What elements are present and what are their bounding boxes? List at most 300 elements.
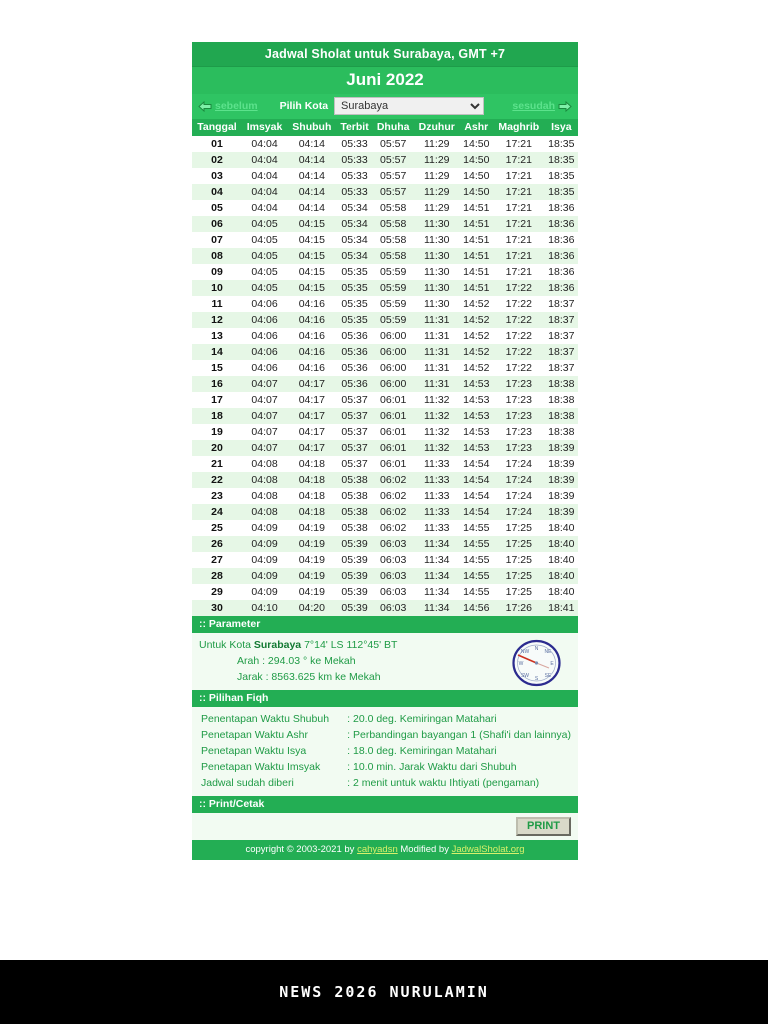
table-row	[192, 440, 578, 456]
next-month-link[interactable]	[512, 100, 572, 112]
table-cell-time: 06:03	[380, 570, 407, 582]
table-column-header: Dzuhur	[414, 119, 460, 136]
table-cell-time: 17:21	[505, 138, 532, 150]
table-cell-day: 13	[211, 330, 223, 342]
table-cell-time: 04:08	[251, 474, 278, 486]
table-cell-time: 18:39	[548, 490, 575, 502]
table-cell-time: 05:36	[341, 346, 368, 358]
table-cell-time: 11:29	[424, 202, 450, 214]
table-cell-day: 01	[211, 138, 223, 150]
table-cell-time: 04:07	[251, 426, 278, 438]
table-cell-time: 18:35	[548, 170, 575, 182]
table-row	[192, 552, 578, 568]
table-cell-time: 05:59	[380, 298, 407, 310]
copyright-author-link[interactable]: cahyadsn	[357, 844, 398, 855]
table-cell-time: 04:08	[251, 458, 278, 470]
page-title: Jadwal Sholat untuk Surabaya, GMT +7	[192, 42, 578, 66]
table-cell-time: 18:40	[548, 570, 575, 582]
table-row	[192, 264, 578, 280]
fiqh-row	[199, 711, 571, 727]
table-cell-day: 15	[211, 362, 223, 374]
table-cell-time: 11:32	[424, 442, 450, 454]
table-cell-time: 18:37	[548, 298, 575, 310]
table-cell-time: 04:06	[251, 298, 278, 310]
table-cell-time: 17:26	[505, 602, 532, 614]
table-column-header: Ashr	[460, 119, 493, 136]
table-cell-time: 18:38	[548, 426, 575, 438]
table-cell-time: 06:02	[380, 522, 407, 534]
copyright-site-link[interactable]: JadwalSholat.org	[451, 844, 525, 855]
table-cell-time: 18:39	[548, 442, 575, 454]
table-cell-time: 18:37	[548, 362, 575, 374]
table-cell-time: 11:29	[424, 170, 450, 182]
table-cell-day: 28	[211, 570, 223, 582]
table-cell-time: 11:31	[424, 346, 450, 358]
table-cell-day: 11	[211, 298, 223, 310]
table-cell-time: 04:09	[251, 522, 278, 534]
table-cell-time: 14:50	[463, 138, 490, 150]
table-cell-time: 06:02	[380, 474, 407, 486]
month-title: Juni 2022	[192, 66, 578, 94]
table-cell-time: 05:37	[341, 458, 368, 470]
table-cell-day: 17	[211, 394, 223, 406]
table-cell-time: 04:05	[251, 234, 278, 246]
table-cell-time: 18:35	[548, 186, 575, 198]
table-cell-time: 06:03	[380, 602, 407, 614]
table-cell-time: 04:10	[251, 602, 278, 614]
table-cell-time: 17:22	[505, 330, 532, 342]
table-cell-time: 11:30	[424, 266, 450, 278]
table-cell-time: 11:34	[424, 586, 450, 598]
table-cell-time: 05:59	[380, 314, 407, 326]
table-column-header: Maghrib	[493, 119, 545, 136]
bottom-banner	[0, 960, 768, 1024]
table-row	[192, 360, 578, 376]
svg-text:W: W	[518, 661, 524, 667]
table-cell-time: 06:02	[380, 490, 407, 502]
table-cell-time: 05:33	[341, 170, 368, 182]
table-cell-time: 11:34	[424, 554, 450, 566]
table-cell-time: 04:06	[251, 362, 278, 374]
fiqh-row-value: : 10.0 min. Jarak Waktu dari Shubuh	[347, 761, 517, 773]
table-cell-day: 30	[211, 602, 223, 614]
table-row	[192, 312, 578, 328]
table-cell-time: 11:29	[424, 186, 450, 198]
table-cell-time: 04:07	[251, 442, 278, 454]
prayer-times-table	[192, 119, 578, 616]
table-cell-time: 04:08	[251, 490, 278, 502]
table-cell-time: 14:55	[463, 586, 490, 598]
fiqh-row-value: : 18.0 deg. Kemiringan Matahari	[347, 745, 497, 757]
fiqh-row-value: : Perbandingan bayangan 1 (Shafi'i dan lainnya)	[347, 729, 571, 741]
table-cell-time: 14:56	[463, 602, 490, 614]
svg-text:S: S	[534, 676, 539, 682]
table-cell-time: 05:38	[341, 506, 368, 518]
table-cell-time: 14:50	[463, 186, 490, 198]
table-cell-day: 06	[211, 218, 223, 230]
table-row	[192, 184, 578, 200]
table-cell-day: 16	[211, 378, 223, 390]
table-cell-time: 04:15	[298, 250, 325, 262]
table-cell-time: 14:51	[463, 266, 490, 278]
table-cell-time: 11:31	[424, 314, 450, 326]
parameter-section-header: :: Parameter	[192, 616, 578, 633]
table-cell-time: 17:21	[505, 234, 532, 246]
svg-text:NW: NW	[520, 649, 530, 655]
table-row	[192, 152, 578, 168]
table-cell-time: 05:33	[341, 138, 368, 150]
table-cell-time: 04:14	[298, 186, 325, 198]
table-cell-time: 18:36	[548, 266, 575, 278]
table-cell-day: 21	[211, 458, 223, 470]
table-cell-time: 06:01	[380, 394, 407, 406]
table-cell-day: 22	[211, 474, 223, 486]
fiqh-row-value: : 2 menit untuk waktu Ihtiyati (pengaman)	[347, 777, 540, 789]
table-cell-time: 18:40	[548, 586, 575, 598]
table-cell-time: 06:00	[380, 362, 407, 374]
table-cell-day: 26	[211, 538, 223, 550]
fiqh-row	[199, 759, 571, 775]
table-cell-time: 05:36	[341, 362, 368, 374]
table-cell-time: 06:03	[380, 586, 407, 598]
table-cell-time: 05:35	[341, 298, 368, 310]
previous-month-label: sebelum	[215, 100, 258, 112]
table-cell-time: 04:09	[251, 586, 278, 598]
table-cell-time: 11:31	[424, 378, 450, 390]
table-cell-time: 04:05	[251, 250, 278, 262]
arrow-right-icon	[558, 101, 572, 112]
table-cell-time: 17:21	[505, 186, 532, 198]
table-cell-time: 18:39	[548, 474, 575, 486]
table-cell-time: 05:33	[341, 154, 368, 166]
table-cell-day: 10	[211, 282, 223, 294]
table-cell-time: 05:58	[380, 250, 407, 262]
table-cell-time: 04:06	[251, 330, 278, 342]
table-cell-time: 06:03	[380, 538, 407, 550]
table-cell-time: 04:19	[298, 554, 325, 566]
table-cell-time: 05:34	[341, 234, 368, 246]
table-cell-time: 05:34	[341, 218, 368, 230]
table-cell-time: 17:23	[505, 394, 532, 406]
table-cell-time: 18:40	[548, 538, 575, 550]
table-cell-time: 05:35	[341, 266, 368, 278]
table-cell-time: 06:02	[380, 506, 407, 518]
table-cell-time: 17:23	[505, 378, 532, 390]
table-cell-time: 17:25	[505, 538, 532, 550]
qibla-distance-line: Jarak : 8563.625 km ke Mekah	[237, 671, 381, 683]
table-cell-time: 17:22	[505, 282, 532, 294]
table-cell-time: 18:40	[548, 522, 575, 534]
table-cell-time: 11:32	[424, 410, 450, 422]
table-cell-time: 04:15	[298, 234, 325, 246]
table-cell-time: 11:32	[424, 426, 450, 438]
table-cell-time: 14:55	[463, 554, 490, 566]
table-cell-day: 19	[211, 426, 223, 438]
table-cell-time: 05:39	[341, 554, 368, 566]
table-cell-time: 11:33	[424, 522, 450, 534]
table-row	[192, 248, 578, 264]
svg-text:SE: SE	[544, 673, 552, 679]
table-cell-time: 14:55	[463, 522, 490, 534]
table-cell-time: 17:23	[505, 426, 532, 438]
fiqh-row-value: : 20.0 deg. Kemiringan Matahari	[347, 713, 497, 725]
city-coords-value: 7°14' LS 112°45' BT	[304, 639, 398, 651]
table-cell-day: 09	[211, 266, 223, 278]
table-cell-time: 14:51	[463, 282, 490, 294]
table-cell-time: 17:24	[505, 490, 532, 502]
table-cell-time: 05:59	[380, 266, 407, 278]
fiqh-table-body	[199, 711, 571, 791]
table-cell-time: 04:16	[298, 362, 325, 374]
table-cell-time: 04:18	[298, 474, 325, 486]
table-cell-time: 17:21	[505, 202, 532, 214]
table-row	[192, 200, 578, 216]
table-cell-time: 17:22	[505, 346, 532, 358]
table-row	[192, 568, 578, 584]
fiqh-row-key: Penetapan Waktu Ashr	[201, 729, 309, 741]
table-cell-time: 05:38	[341, 474, 368, 486]
table-row	[192, 408, 578, 424]
table-column-header: Isya	[545, 119, 578, 136]
table-cell-day: 23	[211, 490, 223, 502]
arrow-left-icon	[198, 101, 212, 112]
table-cell-time: 14:55	[463, 538, 490, 550]
city-prefix-label: Untuk Kota	[199, 639, 251, 651]
table-cell-time: 17:21	[505, 266, 532, 278]
fiqh-row-key: Penetapan Waktu Isya	[201, 745, 307, 757]
table-column-header: Dhuha	[373, 119, 414, 136]
table-cell-time: 18:38	[548, 410, 575, 422]
table-cell-time: 14:51	[463, 234, 490, 246]
table-row	[192, 488, 578, 504]
table-cell-time: 04:18	[298, 490, 325, 502]
table-cell-time: 17:25	[505, 586, 532, 598]
table-cell-time: 04:14	[298, 138, 325, 150]
table-cell-time: 05:59	[380, 282, 407, 294]
table-cell-time: 17:21	[505, 218, 532, 230]
svg-text:E: E	[550, 661, 554, 667]
table-cell-time: 17:25	[505, 570, 532, 582]
table-cell-time: 05:36	[341, 378, 368, 390]
fiqh-panel	[192, 707, 578, 796]
table-cell-time: 11:30	[424, 298, 450, 310]
copyright-bar	[192, 840, 578, 860]
table-row	[192, 344, 578, 360]
table-cell-day: 12	[211, 314, 223, 326]
city-name-value: Surabaya	[253, 639, 302, 651]
table-cell-time: 05:57	[380, 170, 407, 182]
table-cell-time: 14:52	[463, 362, 490, 374]
bottom-banner-text: NEWS 2026 NURULAMIN	[279, 983, 489, 1001]
table-cell-time: 05:37	[341, 410, 368, 422]
table-cell-day: 18	[211, 410, 223, 422]
previous-month-link[interactable]	[198, 100, 258, 112]
svg-text:N: N	[534, 646, 539, 652]
table-cell-time: 11:34	[424, 602, 450, 614]
table-cell-time: 11:30	[424, 234, 450, 246]
table-cell-time: 04:14	[298, 202, 325, 214]
copyright-middle: Modified by	[397, 844, 452, 855]
table-column-header: Terbit	[337, 119, 373, 136]
table-row	[192, 472, 578, 488]
table-cell-time: 18:39	[548, 506, 575, 518]
table-cell-time: 04:09	[251, 554, 278, 566]
table-cell-time: 04:04	[251, 170, 278, 182]
table-cell-time: 04:04	[251, 202, 278, 214]
table-cell-time: 14:53	[463, 442, 490, 454]
table-row	[192, 280, 578, 296]
next-month-label: sesudah	[512, 100, 555, 112]
table-cell-time: 04:05	[251, 266, 278, 278]
city-picker-label: Pilih Kota	[279, 100, 329, 112]
table-cell-time: 04:14	[298, 154, 325, 166]
table-cell-time: 05:57	[380, 186, 407, 198]
table-cell-time: 04:17	[298, 410, 325, 422]
table-cell-time: 06:01	[380, 410, 407, 422]
table-cell-time: 06:01	[380, 442, 407, 454]
table-cell-time: 14:53	[463, 426, 490, 438]
table-cell-time: 17:21	[505, 170, 532, 182]
table-cell-time: 05:57	[380, 154, 407, 166]
table-cell-time: 11:32	[424, 394, 450, 406]
table-cell-time: 18:39	[548, 458, 575, 470]
table-cell-time: 04:16	[298, 330, 325, 342]
fiqh-section-header: :: Pilihan Fiqh	[192, 690, 578, 707]
table-cell-time: 18:40	[548, 554, 575, 566]
table-cell-time: 18:36	[548, 202, 575, 214]
fiqh-row-key: Penentapan Waktu Shubuh	[201, 713, 330, 725]
table-row	[192, 536, 578, 552]
table-column-header: Shubuh	[287, 119, 336, 136]
table-row	[192, 424, 578, 440]
table-cell-time: 04:19	[298, 522, 325, 534]
table-cell-time: 14:54	[463, 506, 490, 518]
table-cell-time: 14:54	[463, 474, 490, 486]
table-row	[192, 296, 578, 312]
table-cell-time: 17:25	[505, 522, 532, 534]
table-cell-time: 05:58	[380, 202, 407, 214]
table-cell-time: 14:53	[463, 378, 490, 390]
table-cell-day: 05	[211, 202, 223, 214]
table-cell-time: 05:37	[341, 394, 368, 406]
table-cell-time: 17:21	[505, 250, 532, 262]
table-cell-time: 11:30	[424, 250, 450, 262]
compass-icon	[509, 638, 564, 688]
table-cell-time: 06:01	[380, 458, 407, 470]
table-cell-time: 17:24	[505, 474, 532, 486]
table-cell-time: 11:34	[424, 570, 450, 582]
table-row	[192, 600, 578, 616]
table-cell-time: 14:53	[463, 394, 490, 406]
fiqh-row	[199, 743, 571, 759]
table-cell-time: 18:37	[548, 314, 575, 326]
table-row	[192, 232, 578, 248]
table-column-header: Tanggal	[192, 119, 242, 136]
table-cell-time: 17:24	[505, 506, 532, 518]
table-row	[192, 136, 578, 152]
table-cell-time: 04:19	[298, 586, 325, 598]
table-cell-time: 18:36	[548, 250, 575, 262]
table-cell-time: 17:22	[505, 362, 532, 374]
table-cell-time: 18:37	[548, 346, 575, 358]
table-cell-time: 14:54	[463, 458, 490, 470]
table-row	[192, 520, 578, 536]
table-row	[192, 584, 578, 600]
table-cell-time: 18:41	[548, 602, 575, 614]
table-cell-day: 14	[211, 346, 223, 358]
table-cell-time: 04:17	[298, 378, 325, 390]
table-cell-time: 06:00	[380, 346, 407, 358]
table-cell-time: 05:39	[341, 586, 368, 598]
table-cell-time: 14:51	[463, 218, 490, 230]
table-cell-time: 14:51	[463, 250, 490, 262]
table-cell-time: 14:50	[463, 170, 490, 182]
table-cell-time: 05:34	[341, 250, 368, 262]
table-cell-time: 18:38	[548, 394, 575, 406]
table-cell-time: 04:15	[298, 282, 325, 294]
table-cell-time: 04:09	[251, 570, 278, 582]
table-cell-time: 04:04	[251, 154, 278, 166]
table-cell-time: 14:51	[463, 202, 490, 214]
table-cell-time: 11:33	[424, 474, 450, 486]
navigation-bar	[192, 94, 578, 119]
table-cell-time: 04:19	[298, 570, 325, 582]
table-cell-time: 18:38	[548, 378, 575, 390]
table-cell-time: 11:30	[424, 282, 450, 294]
table-cell-time: 11:31	[424, 362, 450, 374]
table-row	[192, 328, 578, 344]
table-row	[192, 456, 578, 472]
table-cell-time: 14:53	[463, 410, 490, 422]
table-cell-time: 17:22	[505, 298, 532, 310]
table-body	[192, 136, 578, 616]
table-cell-time: 06:00	[380, 378, 407, 390]
qibla-direction-line: Arah : 294.03 ° ke Mekah	[237, 655, 356, 667]
table-cell-time: 05:37	[341, 442, 368, 454]
table-cell-time: 05:58	[380, 234, 407, 246]
table-cell-time: 05:58	[380, 218, 407, 230]
table-cell-time: 04:04	[251, 138, 278, 150]
fiqh-row	[199, 727, 571, 743]
city-select[interactable]	[334, 97, 484, 115]
table-cell-time: 04:14	[298, 170, 325, 182]
table-cell-time: 04:19	[298, 538, 325, 550]
table-cell-time: 04:18	[298, 506, 325, 518]
table-cell-time: 04:15	[298, 218, 325, 230]
table-cell-time: 05:36	[341, 330, 368, 342]
print-button[interactable]: PRINT	[516, 817, 571, 836]
table-cell-time: 18:36	[548, 234, 575, 246]
table-cell-time: 11:33	[424, 490, 450, 502]
table-cell-time: 14:54	[463, 490, 490, 502]
table-cell-time: 06:03	[380, 554, 407, 566]
table-cell-time: 04:17	[298, 442, 325, 454]
table-row	[192, 392, 578, 408]
table-cell-time: 04:17	[298, 426, 325, 438]
table-cell-time: 04:20	[298, 602, 325, 614]
table-cell-time: 04:07	[251, 394, 278, 406]
table-cell-time: 18:35	[548, 154, 575, 166]
table-cell-time: 14:52	[463, 298, 490, 310]
table-cell-time: 05:39	[341, 602, 368, 614]
table-cell-time: 05:38	[341, 490, 368, 502]
table-cell-time: 14:52	[463, 346, 490, 358]
fiqh-row	[199, 775, 571, 791]
table-header	[192, 119, 578, 136]
fiqh-table	[199, 711, 571, 791]
table-header-row	[192, 119, 578, 136]
table-cell-day: 08	[211, 250, 223, 262]
